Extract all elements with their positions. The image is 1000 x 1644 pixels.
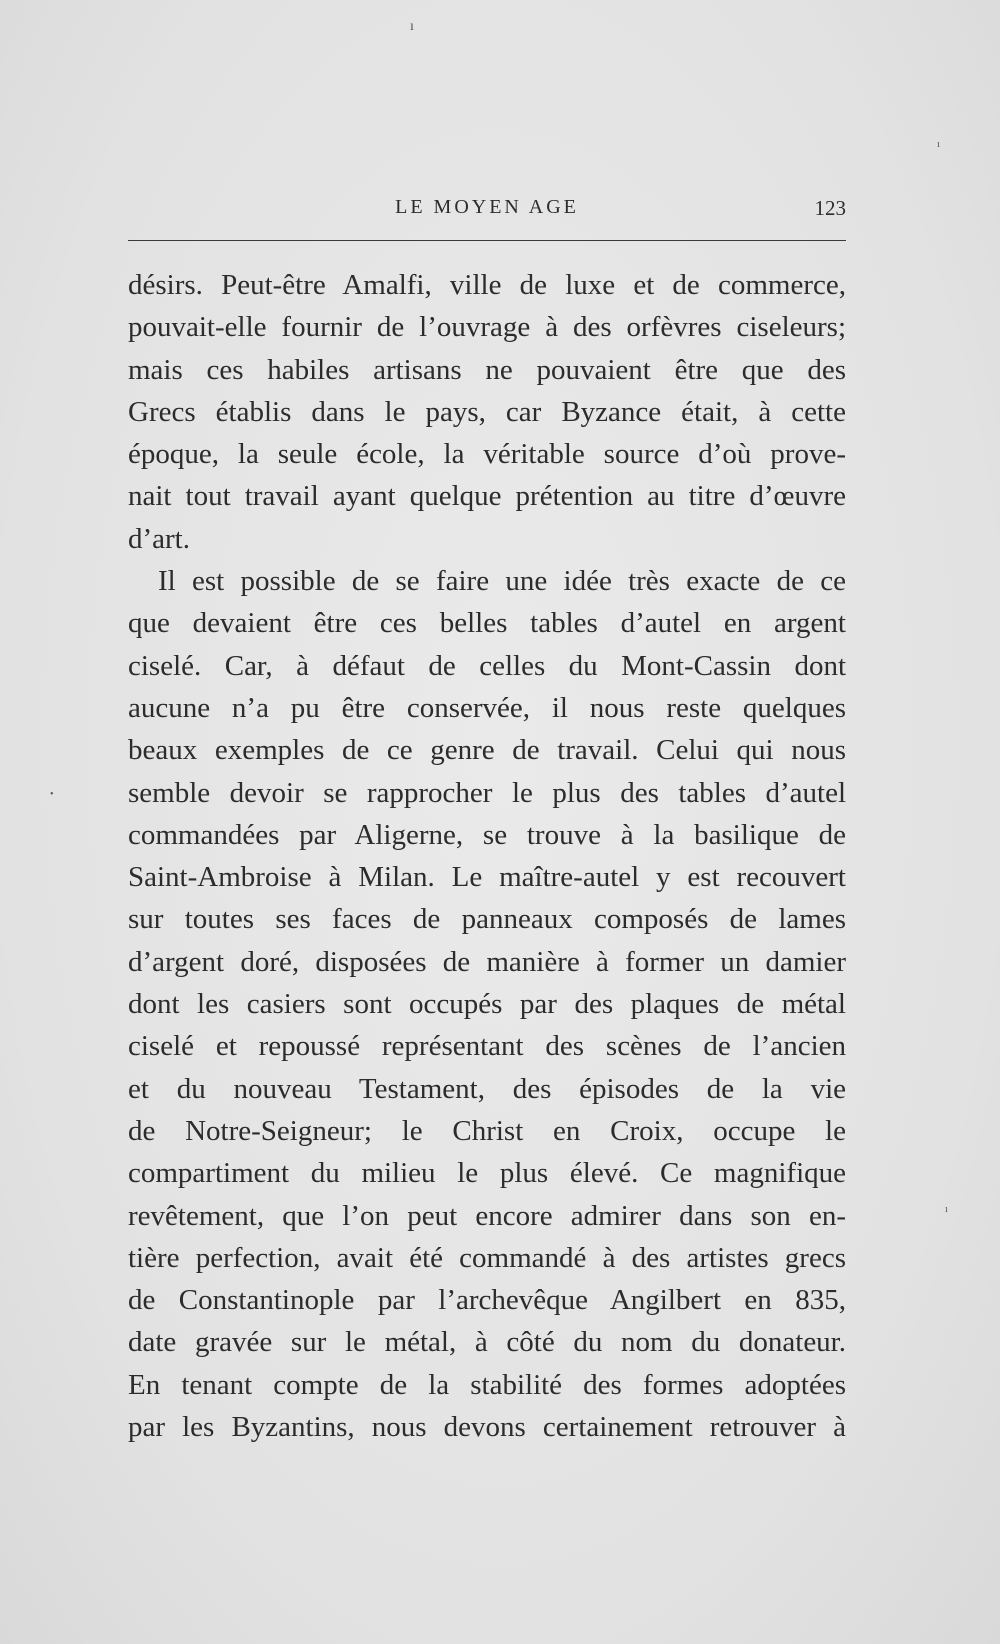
text-line: par les Byzantins, nous devons certainement retrouver à — [128, 1411, 846, 1444]
text-line: Grecs établis dans le pays, car Byzance était, à cette — [128, 395, 846, 428]
header-rule — [128, 240, 846, 241]
text-line: nait tout travail ayant quelque prétention au titre d’œuvre — [128, 480, 846, 513]
body-text — [128, 264, 846, 1448]
text-line: revêtement, que l’on peut encore admirer dans son en- — [128, 1199, 846, 1232]
text-line: d’art. — [128, 522, 190, 555]
text-line: date gravée sur le métal, à côté du nom du donateur. — [128, 1326, 846, 1359]
text-line: d’argent doré, disposées de manière à former un damier — [128, 945, 846, 978]
text-line: En tenant compte de la stabilité des formes adoptées — [128, 1368, 846, 1401]
text-line: sur toutes ses faces de panneaux composés de lames — [128, 903, 846, 936]
text-line: pouvait-elle fournir de l’ouvrage à des orfèvres ciseleurs; — [128, 311, 846, 344]
print-speck: ı — [937, 139, 940, 150]
text-line: désirs. Peut-être Amalfi, ville de luxe et de commerce, — [128, 269, 846, 301]
text-line: beaux exemples de ce genre de travail. Celui qui nous — [128, 734, 846, 767]
print-speck: • — [50, 789, 54, 800]
text-line: époque, la seule école, la véritable source d’où prove- — [128, 438, 846, 471]
text-line: ciselé et repoussé représentant des scènes de l’ancien — [128, 1030, 846, 1063]
print-speck: ı — [945, 1204, 948, 1215]
text-line: que devaient être ces belles tables d’autel en argent — [128, 607, 846, 640]
running-title: LE MOYEN AGE — [395, 196, 579, 218]
text-line: Saint-Ambroise à Milan. Le maître-autel y est recouvert — [128, 861, 846, 894]
text-line: commandées par Aligerne, se trouve à la basilique de — [128, 818, 846, 851]
text-line: de Notre-Seigneur; le Christ en Croix, occupe le — [128, 1114, 846, 1147]
text-line: dont les casiers sont occupés par des plaques de métal — [128, 988, 846, 1021]
text-line: semble devoir se rapprocher le plus des tables d’autel — [128, 776, 846, 809]
text-line: aucune n’a pu être conservée, il nous reste quelques — [128, 691, 846, 724]
text-line: et du nouveau Testament, des épisodes de la vie — [128, 1072, 846, 1105]
text-line: de Constantinople par l’archevêque Angilbert en 835, — [128, 1284, 846, 1317]
text-line: tière perfection, avait été commandé à des artistes grecs — [128, 1241, 846, 1274]
text-line: ciselé. Car, à défaut de celles du Mont-Cassin dont — [128, 649, 846, 682]
page-header — [128, 196, 846, 226]
text-line: compartiment du milieu le plus élevé. Ce magnifique — [128, 1157, 846, 1190]
text-line: Il est possible de se faire une idée très exacte de ce — [158, 565, 846, 598]
print-speck: ı — [410, 19, 414, 34]
text-line: mais ces habiles artisans ne pouvaient être que des — [128, 353, 846, 386]
page-number: 123 — [814, 196, 846, 220]
